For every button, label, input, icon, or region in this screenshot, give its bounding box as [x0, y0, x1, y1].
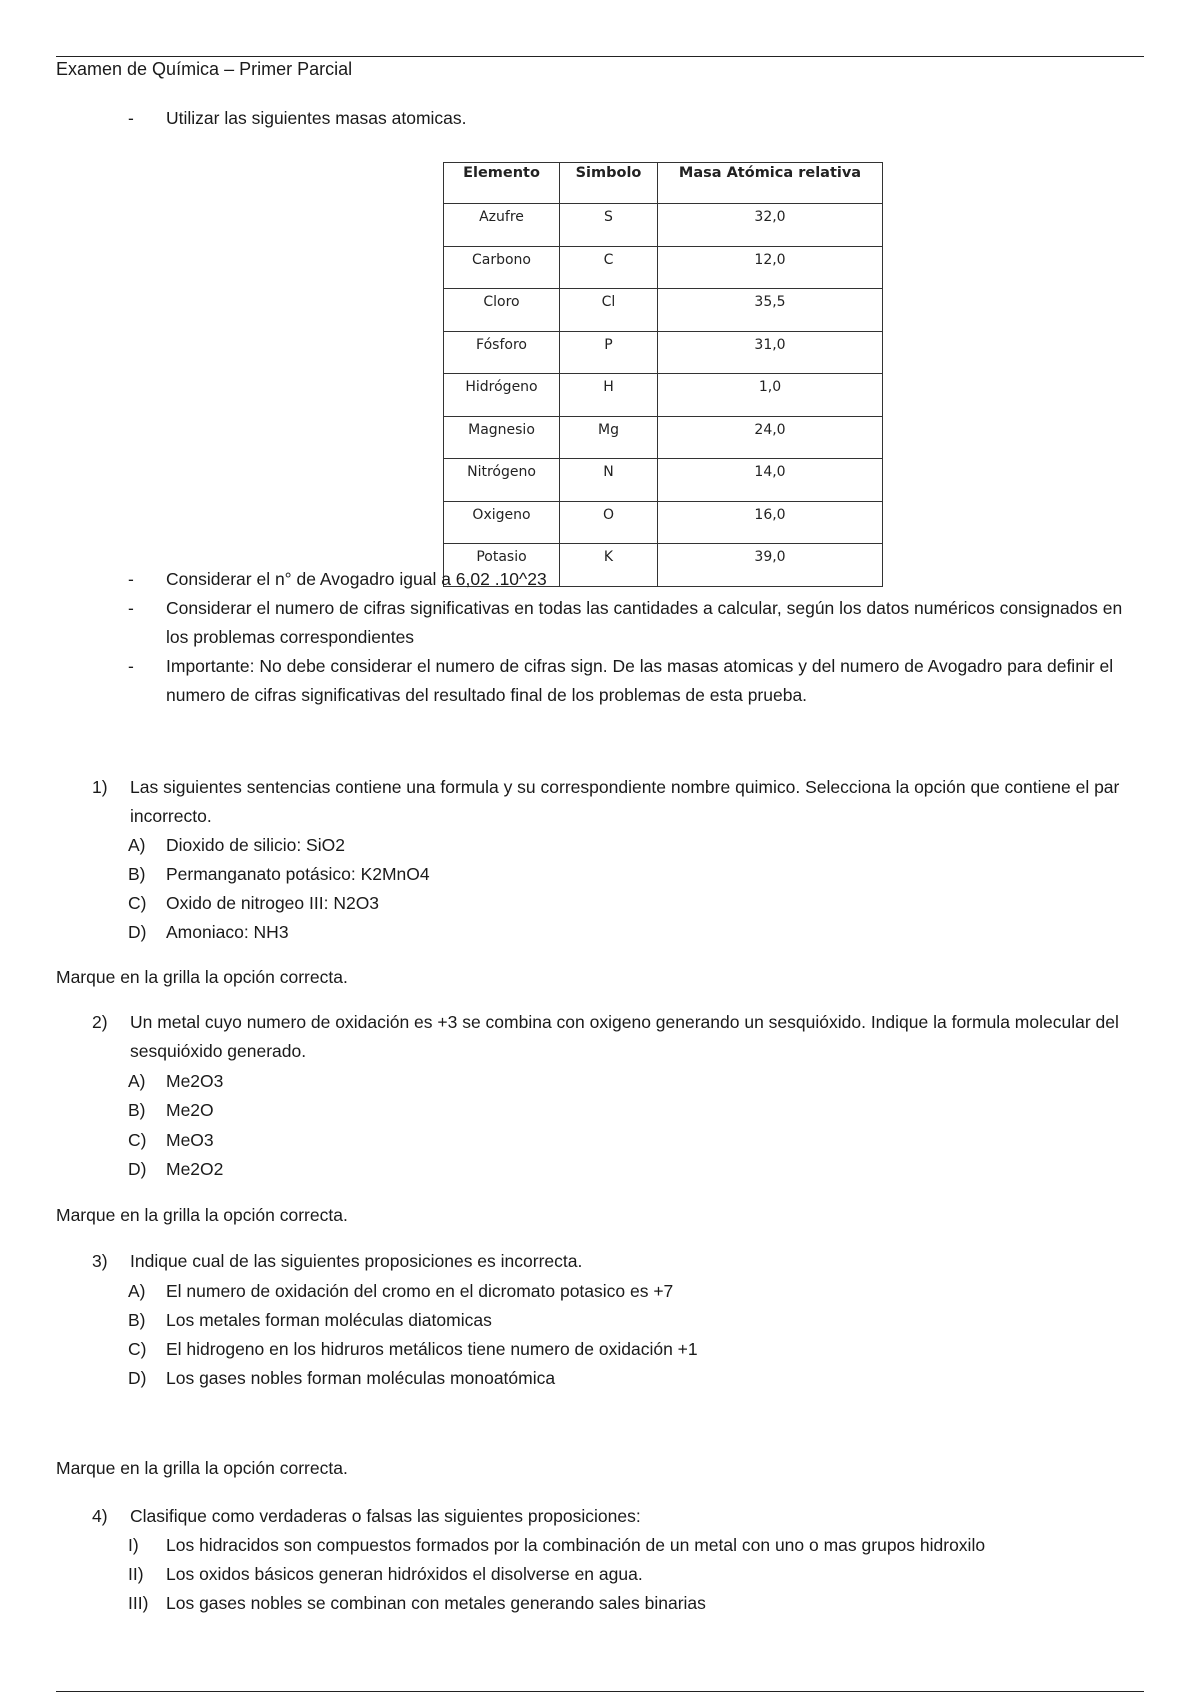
option-item: C) MeO3: [128, 1130, 214, 1150]
table-cell: Cloro: [444, 289, 560, 332]
table-row: [444, 331, 883, 374]
question-3: 3) Indique cual de las siguientes proposiciones es incorrecta.: [92, 1251, 583, 1271]
table-header-cell: Elemento: [444, 163, 560, 204]
table-row: [444, 246, 883, 289]
instruction-important: - Importante: No debe considerar el numero de cifras sign. De las masas atomicas y del numero de Avogadro para definir el numero de cifras significativas del resultado final de los problemas de esta prueba.: [128, 656, 1114, 705]
table-cell: Oxigeno: [444, 501, 560, 544]
question-4: 4) Clasifique como verdaderas o falsas las siguientes proposiciones:: [92, 1506, 641, 1526]
table-row: [444, 204, 883, 247]
option-item: B) Los metales forman moléculas diatomicas: [128, 1310, 492, 1330]
instruction-intro: - Utilizar las siguientes masas atomicas.: [128, 108, 467, 128]
option-item: D) Los gases nobles forman moléculas monoatómica: [128, 1368, 556, 1388]
table-cell: P: [560, 331, 658, 374]
table-cell: K: [560, 544, 658, 587]
mark-instruction: Marque en la grilla la opción correcta.: [56, 1205, 348, 1225]
table-cell: O: [560, 501, 658, 544]
table-cell: Fósforo: [444, 331, 560, 374]
table-cell: 35,5: [658, 289, 883, 332]
option-item: D) Amoniaco: NH3: [128, 922, 289, 942]
bottom-rule: [56, 1691, 1144, 1692]
option-item: II) Los oxidos básicos generan hidróxidos el disolverse en agua.: [128, 1564, 643, 1584]
table-cell: Magnesio: [444, 416, 560, 459]
table-cell: 39,0: [658, 544, 883, 587]
table-cell: Cl: [560, 289, 658, 332]
top-rule: [56, 56, 1144, 57]
mark-instruction: Marque en la grilla la opción correcta.: [56, 1458, 348, 1478]
table-cell: 32,0: [658, 204, 883, 247]
mark-instruction: Marque en la grilla la opción correcta.: [56, 967, 348, 987]
table-cell: Hidrógeno: [444, 374, 560, 417]
table-cell: Mg: [560, 416, 658, 459]
table-cell: N: [560, 459, 658, 502]
table-cell: S: [560, 204, 658, 247]
question-2: 2) Un metal cuyo numero de oxidación es +3 se combina con oxigeno generando un sesquióxido. Indique la formula molecular del sesquióxido generado.: [92, 1012, 1119, 1061]
table-cell: Potasio: [444, 544, 560, 587]
table-cell: 12,0: [658, 246, 883, 289]
option-item: A) El numero de oxidación del cromo en el dicromato potasico es +7: [128, 1281, 674, 1301]
page-header: Examen de Química – Primer Parcial: [56, 59, 353, 79]
table-cell: Carbono: [444, 246, 560, 289]
table-cell: Azufre: [444, 204, 560, 247]
option-item: B) Permanganato potásico: K2MnO4: [128, 864, 430, 884]
table-cell: 14,0: [658, 459, 883, 502]
table-row: [444, 374, 883, 417]
table-cell: 16,0: [658, 501, 883, 544]
table-header-cell: Simbolo: [560, 163, 658, 204]
table-cell: H: [560, 374, 658, 417]
option-item: I) Los hidracidos son compuestos formados por la combinación de un metal con uno o mas grupos hidroxilo: [128, 1535, 986, 1555]
table-cell: Nitrógeno: [444, 459, 560, 502]
table-row: [444, 416, 883, 459]
table-cell: 1,0: [658, 374, 883, 417]
option-item: B) Me2O: [128, 1100, 214, 1120]
table-row: [444, 289, 883, 332]
question-1: 1) Las siguientes sentencias contiene una formula y su correspondiente nombre quimico. Selecciona la opción que contiene el par incorrecto.: [92, 777, 1120, 826]
option-item: A) Dioxido de silicio: SiO2: [128, 835, 345, 855]
option-item: D) Me2O2: [128, 1159, 224, 1179]
table-row: [444, 501, 883, 544]
instruction-avogadro: - Considerar el n° de Avogadro igual a 6,02 .10^23: [128, 569, 547, 589]
table-header-cell: Masa Atómica relativa: [658, 163, 883, 204]
option-item: C) El hidrogeno en los hidruros metálicos tiene numero de oxidación +1: [128, 1339, 698, 1359]
option-item: III) Los gases nobles se combinan con metales generando sales binarias: [128, 1593, 706, 1613]
option-item: A) Me2O3: [128, 1071, 224, 1091]
table-header-row: [444, 163, 883, 204]
option-item: C) Oxido de nitrogeo III: N2O3: [128, 893, 380, 913]
table-row: [444, 459, 883, 502]
table-cell: C: [560, 246, 658, 289]
atomic-mass-table: [443, 162, 883, 587]
instruction-sig-figs: - Considerar el numero de cifras significativas en todas las cantidades a calcular, según los datos numéricos consignados en los problemas correspondientes: [128, 598, 1123, 647]
table-cell: 24,0: [658, 416, 883, 459]
table-cell: 31,0: [658, 331, 883, 374]
